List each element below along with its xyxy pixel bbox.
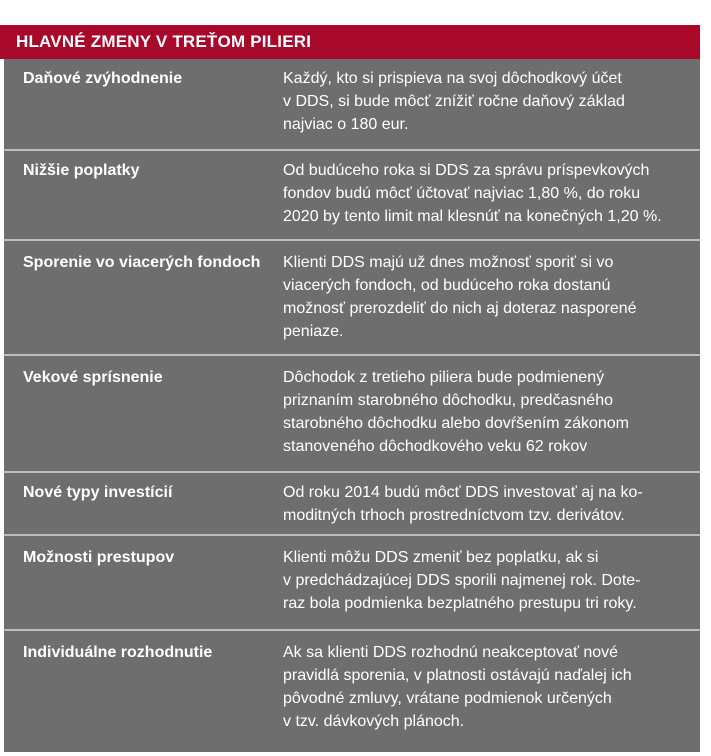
row-text-line: raz bola podmienka bezplatného prestupu tri roky. xyxy=(283,595,637,612)
row-text-line: viacerých fondoch, od budúceho roka dostanú xyxy=(283,277,611,294)
row-text-line: peniaze. xyxy=(283,323,344,340)
row-text xyxy=(283,546,693,615)
row-text-line: stanoveného dôchodkového veku 62 rokov xyxy=(283,438,588,455)
row-text-line: Každý, kto si prispieva na svoj dôchodkový účet xyxy=(283,70,622,87)
row-text-line: Ak sa klienti DDS rozhodnú neakceptovať nové xyxy=(283,644,619,661)
row-label: Vekové sprísnenie xyxy=(23,369,163,386)
changes-table xyxy=(4,59,700,752)
row-text-line: fondov budú môcť účtovať najviac 1,80 %, do roku xyxy=(283,185,641,202)
table-row xyxy=(4,151,700,239)
row-label: Daňové zvýhodnenie xyxy=(23,70,183,87)
table-row xyxy=(4,59,700,149)
table-row xyxy=(4,356,700,471)
row-text-line: Klienti môžu DDS zmeniť bez poplatku, ak si xyxy=(283,549,599,566)
row-text-line: priznaním starobného dôchodku, predčasného xyxy=(283,392,613,409)
row-text xyxy=(283,641,693,733)
row-text xyxy=(283,481,693,527)
row-label: Nižšie poplatky xyxy=(23,162,140,179)
table-row xyxy=(4,631,700,752)
row-text-line: pôvodné zmluvy, vrátane podmienok určených xyxy=(283,690,612,707)
row-text-line: moditných trhoch prostredníctvom tzv. derivátov. xyxy=(283,507,625,524)
row-label: Nové typy investícií xyxy=(23,484,173,501)
row-text xyxy=(283,366,693,458)
row-text xyxy=(283,251,693,343)
row-label: Možnosti prestupov xyxy=(23,549,175,566)
row-text-line: v DDS, si bude môcť znížiť ročne daňový základ xyxy=(283,93,625,110)
row-label-line: Sporenie vo viacerých fondoch xyxy=(23,254,261,271)
row-text xyxy=(283,67,693,136)
row-text-line: 2020 by tento limit mal klesnúť na konečných 1,20 %. xyxy=(283,208,662,225)
row-label xyxy=(23,251,263,274)
row-text-line: pravidlá sporenia, v platnosti ostávajú naďalej ich xyxy=(283,667,632,684)
row-text-line: Dôchodok z tretieho piliera bude podmienený xyxy=(283,369,605,386)
row-label: Individuálne rozhodnutie xyxy=(23,644,213,661)
row-text-line: Od roku 2014 budú môcť DDS investovať aj na ko- xyxy=(283,484,643,501)
box-title: HLAVNÉ ZMENY V TREŤOM PILIERI xyxy=(16,32,312,51)
row-text-line: najviac o 180 eur. xyxy=(283,116,409,133)
row-text-line: možnosť prerozdeliť do nich aj doteraz nasporené xyxy=(283,300,637,317)
row-text xyxy=(283,159,693,228)
table-row xyxy=(4,536,700,629)
row-text-line: starobného dôchodku alebo dovŕšením zákonom xyxy=(283,415,629,432)
row-text-line: Od budúceho roka si DDS za správu príspevkových xyxy=(283,162,650,179)
table-row xyxy=(4,241,700,354)
row-text-line: Klienti DDS majú už dnes možnosť sporiť si vo xyxy=(283,254,614,271)
box-header xyxy=(0,25,700,59)
row-text-line: v tzv. dávkových plánoch. xyxy=(283,713,465,730)
table-row xyxy=(4,473,700,534)
row-text-line: v predchádzajúcej DDS sporili najmenej rok. Dote- xyxy=(283,572,641,589)
